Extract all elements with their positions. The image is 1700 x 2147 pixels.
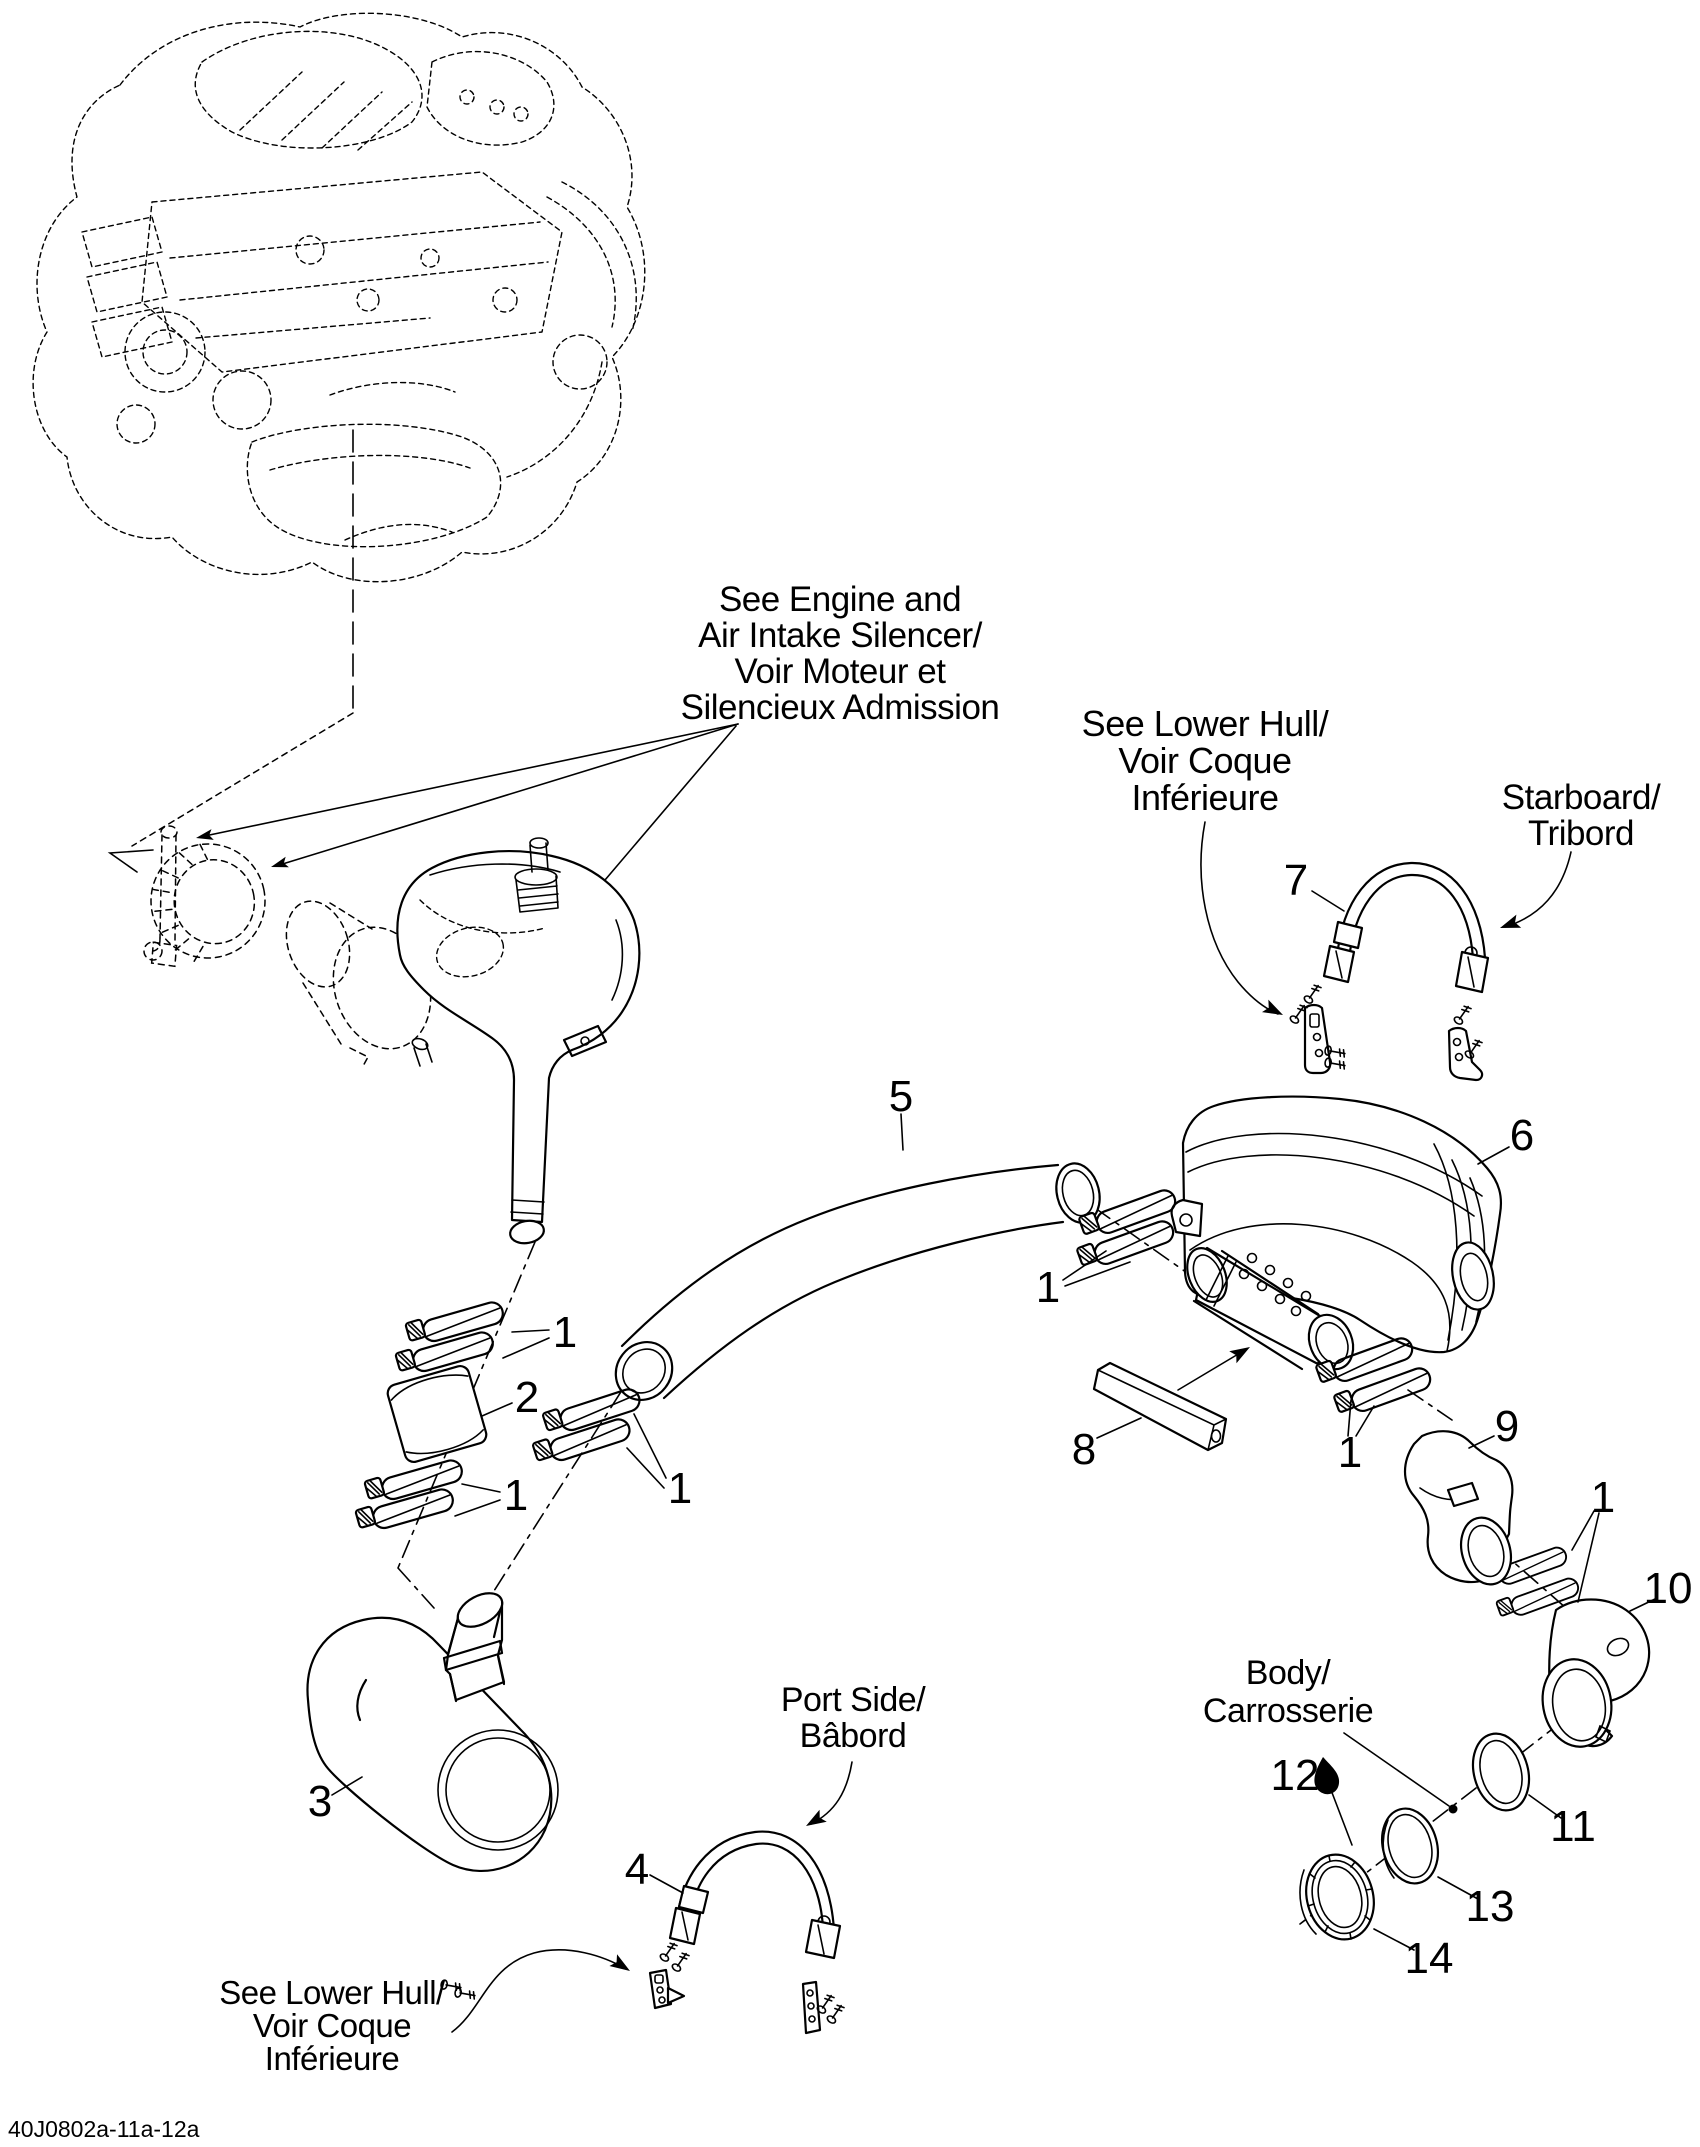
- drain-nipple: [411, 1037, 432, 1066]
- gasket-ring-part-13: [1374, 1802, 1446, 1889]
- note-leader-see-lower-hull-bottom: [452, 1950, 634, 2032]
- muffler-part-3: [307, 1586, 558, 1871]
- body-attachment-dot: [1449, 1805, 1458, 1814]
- elbow-hose-part-9: [1405, 1431, 1518, 1590]
- note-leader-see-lower-hull-top: [1201, 822, 1286, 1021]
- note-line: See Lower Hull/: [219, 1974, 445, 2011]
- callout-7: 7: [1283, 856, 1309, 905]
- install-direction-arrow: [1178, 1341, 1254, 1390]
- callout-1: 1: [1590, 1473, 1616, 1522]
- callout-2: 2: [514, 1373, 540, 1422]
- note-line: Silencieux Admission: [680, 688, 1000, 727]
- port-bracket-hardware: [440, 1941, 844, 2033]
- callout-1: 1: [552, 1308, 578, 1357]
- hull-fitting-part-10: [1536, 1600, 1649, 1753]
- note-port-side: [781, 1682, 925, 1754]
- callout-1: 1: [1337, 1428, 1363, 1477]
- hose-clamp-pair-c: [532, 1384, 642, 1468]
- note-leader-port-side: [802, 1762, 852, 1832]
- note-see-lower-hull-top: [1082, 705, 1329, 816]
- strap-part-7: [1324, 863, 1488, 992]
- note-line: Voir Coque: [1118, 740, 1292, 781]
- callout-1: 1: [1035, 1263, 1061, 1312]
- note-starboard: [1502, 780, 1660, 852]
- callout-10: 10: [1643, 1564, 1693, 1613]
- ring-nut-part-14: [1297, 1847, 1383, 1947]
- note-body: [1203, 1654, 1373, 1730]
- engine-ghost-illustration: [33, 13, 645, 581]
- callout-9: 9: [1494, 1402, 1520, 1451]
- exhaust-hose-part-5: [604, 1159, 1105, 1411]
- support-bar-part-8: [1094, 1363, 1226, 1450]
- callout-14: 14: [1404, 1934, 1454, 1983]
- note-line: Carrosserie: [1202, 1692, 1374, 1730]
- sleeve-part-2: [386, 1364, 489, 1464]
- note-leader-starboard: [1498, 852, 1571, 935]
- callout-1: 1: [667, 1464, 693, 1513]
- note-leader-body: [1344, 1733, 1449, 1806]
- starboard-bracket-hardware: [1289, 983, 1483, 1080]
- callout-1: 1: [503, 1471, 529, 1520]
- oring-part-11: [1465, 1727, 1537, 1816]
- callout-3: 3: [307, 1777, 333, 1826]
- engine-drop-leader: [110, 430, 353, 872]
- note-see-lower-hull-bottom: [219, 1976, 444, 2075]
- note-line: Voir Moteur et: [734, 652, 946, 691]
- note-line: Starboard/: [1501, 778, 1661, 817]
- hose-clamp-pair-a: [395, 1297, 505, 1378]
- callout-5: 5: [888, 1072, 914, 1121]
- callout-6: 6: [1509, 1111, 1535, 1160]
- clamp-ring-part: [130, 833, 276, 970]
- callout-11: 11: [1550, 1802, 1596, 1851]
- callout-12: 12: [1270, 1751, 1320, 1800]
- note-line: Inférieure: [1131, 777, 1279, 818]
- note-line: Voir Coque: [252, 2007, 412, 2044]
- muffler-inlet-stub: [444, 1586, 508, 1701]
- note-line: Air Intake Silencer/: [698, 616, 982, 655]
- strap-part-4: [670, 1832, 840, 1958]
- note-line: Bâbord: [799, 1717, 907, 1755]
- note-line: Port Side/: [780, 1681, 926, 1719]
- note-line: Inférieure: [264, 2040, 400, 2077]
- note-line: See Lower Hull/: [1081, 703, 1329, 744]
- exhaust-manifold-part: [397, 838, 639, 1246]
- drawing-code: 40J0802a-11a-12a: [8, 2116, 200, 2142]
- note-line: Body/: [1245, 1654, 1331, 1692]
- note-line: See Engine and: [718, 580, 962, 619]
- callout-13: 13: [1465, 1882, 1515, 1931]
- hose-clamp-pair-b: [355, 1455, 464, 1535]
- callout-8: 8: [1071, 1425, 1097, 1474]
- pin-part: [144, 826, 177, 960]
- callout-4: 4: [624, 1845, 650, 1894]
- note-line: Tribord: [1527, 814, 1635, 853]
- note-see-engine: [681, 582, 1000, 726]
